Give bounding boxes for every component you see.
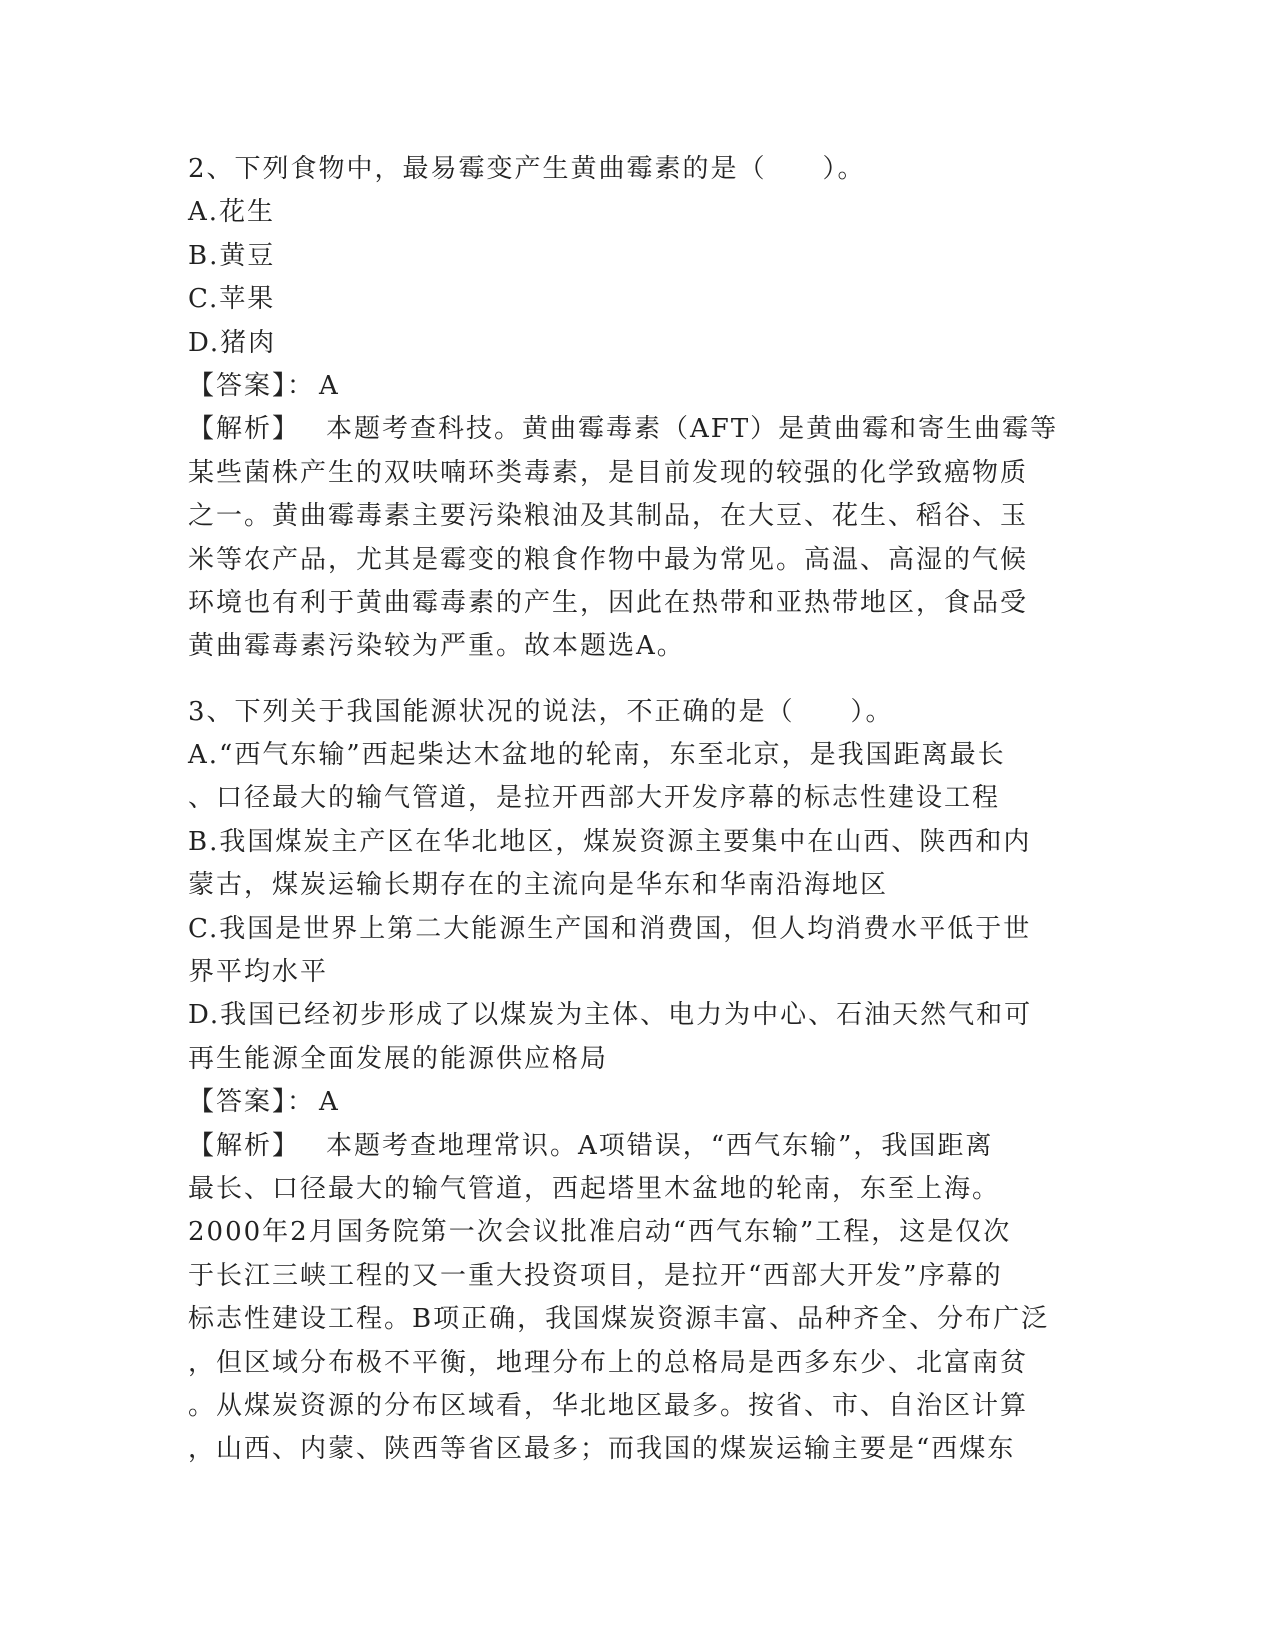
question-2-explanation-line: 某些菌株产生的双呋喃环类毒素，是目前发现的较强的化学致癌物质 [188, 457, 1029, 488]
question-3-explanation-line: 最长、口径最大的输气管道，西起塔里木盆地的轮南，东至上海。 [188, 1173, 1001, 1204]
question-3-explanation-line: ，山西、内蒙、陕西等省区最多；而我国的煤炭运输主要是“西煤东 [188, 1434, 1016, 1465]
document-body [188, 148, 1088, 1472]
question-spacer [188, 669, 1088, 691]
question-3-option-line: 蒙古，煤炭运输长期存在的主流向是华东和华南沿海地区 [188, 870, 889, 901]
question-2-explanation-line [188, 408, 1088, 451]
question-3-option-line: B.我国煤炭主产区在华北地区，煤炭资源主要集中在山西、陕西和内 [188, 826, 1032, 857]
answer-label: 【答案】： [188, 370, 316, 401]
question-2-explanation-line: 米等农产品，尤其是霉变的粮食作物中最为常见。高温、高湿的气候 [188, 544, 1029, 575]
question-2-option-a: A.花生 [188, 197, 276, 228]
question-3-option-line: 界平均水平 [188, 957, 329, 988]
question-2-option-c: C.苹果 [188, 284, 276, 315]
question-3-option-line: D.我国已经初步形成了以煤炭为主体、电力为中心、石油天然气和可 [188, 1000, 1033, 1031]
question-2-answer [188, 365, 1088, 408]
question-3-option-line: A.“西气东输”西起柴达木盆地的轮南，东至北京，是我国距离最长 [188, 740, 1006, 771]
explanation-label: 【解析】 [188, 414, 301, 445]
question-3-explanation-line [188, 1125, 1088, 1168]
question-3-option-line: 再生能源全面发展的能源供应格局 [188, 1043, 609, 1074]
question-2-explanation-line: 之一。黄曲霉毒素主要污染粮油及其制品，在大豆、花生、稻谷、玉 [188, 501, 1029, 532]
explanation-text: 本题考查地理常识。A项错误，“西气东输”，我国距离 [326, 1130, 994, 1161]
question-3-option-line: 、口径最大的输气管道，是拉开西部大开发序幕的标志性建设工程 [188, 783, 1001, 814]
answer-value: A [319, 1087, 340, 1118]
question-2-explanation-line: 黄曲霉毒素污染较为严重。故本题选A。 [188, 631, 685, 662]
question-3-explanation-line: ，但区域分布极不平衡，地理分布上的总格局是西多东少、北富南贫 [188, 1347, 1029, 1378]
answer-value: A [319, 370, 340, 401]
question-2-option-d: D.猪肉 [188, 327, 277, 358]
question-3-explanation-line: 标志性建设工程。B项正确，我国煤炭资源丰富、品种齐全、分布广泛 [188, 1304, 1050, 1335]
question-3-explanation-line: 于长江三峡工程的又一重大投资项目，是拉开“西部大开发”序幕的 [188, 1260, 1003, 1291]
question-2-option-b: B.黄豆 [188, 240, 276, 271]
question-2-stem: 2、下列食物中，最易霉变产生黄曲霉素的是（ ）。 [188, 154, 866, 184]
question-3-answer [188, 1081, 1088, 1124]
question-2-explanation-line: 环境也有利于黄曲霉毒素的产生，因此在热带和亚热带地区，食品受 [188, 587, 1029, 618]
question-3-option-line: C.我国是世界上第二大能源生产国和消费国，但人均消费水平低于世 [188, 913, 1032, 944]
question-3-explanation-line: 。从煤炭资源的分布区域看，华北地区最多。按省、市、自治区计算 [188, 1390, 1029, 1421]
answer-label: 【答案】： [188, 1087, 316, 1118]
question-3-stem: 3、下列关于我国能源状况的说法，不正确的是（ ）。 [188, 696, 894, 727]
question-3-explanation-line: 2000年2月国务院第一次会议批准启动“西气东输”工程，这是仅次 [188, 1217, 1012, 1248]
explanation-label: 【解析】 [188, 1130, 301, 1161]
explanation-text: 本题考查科技。黄曲霉毒素（AFT）是黄曲霉和寄生曲霉等 [326, 414, 1059, 445]
